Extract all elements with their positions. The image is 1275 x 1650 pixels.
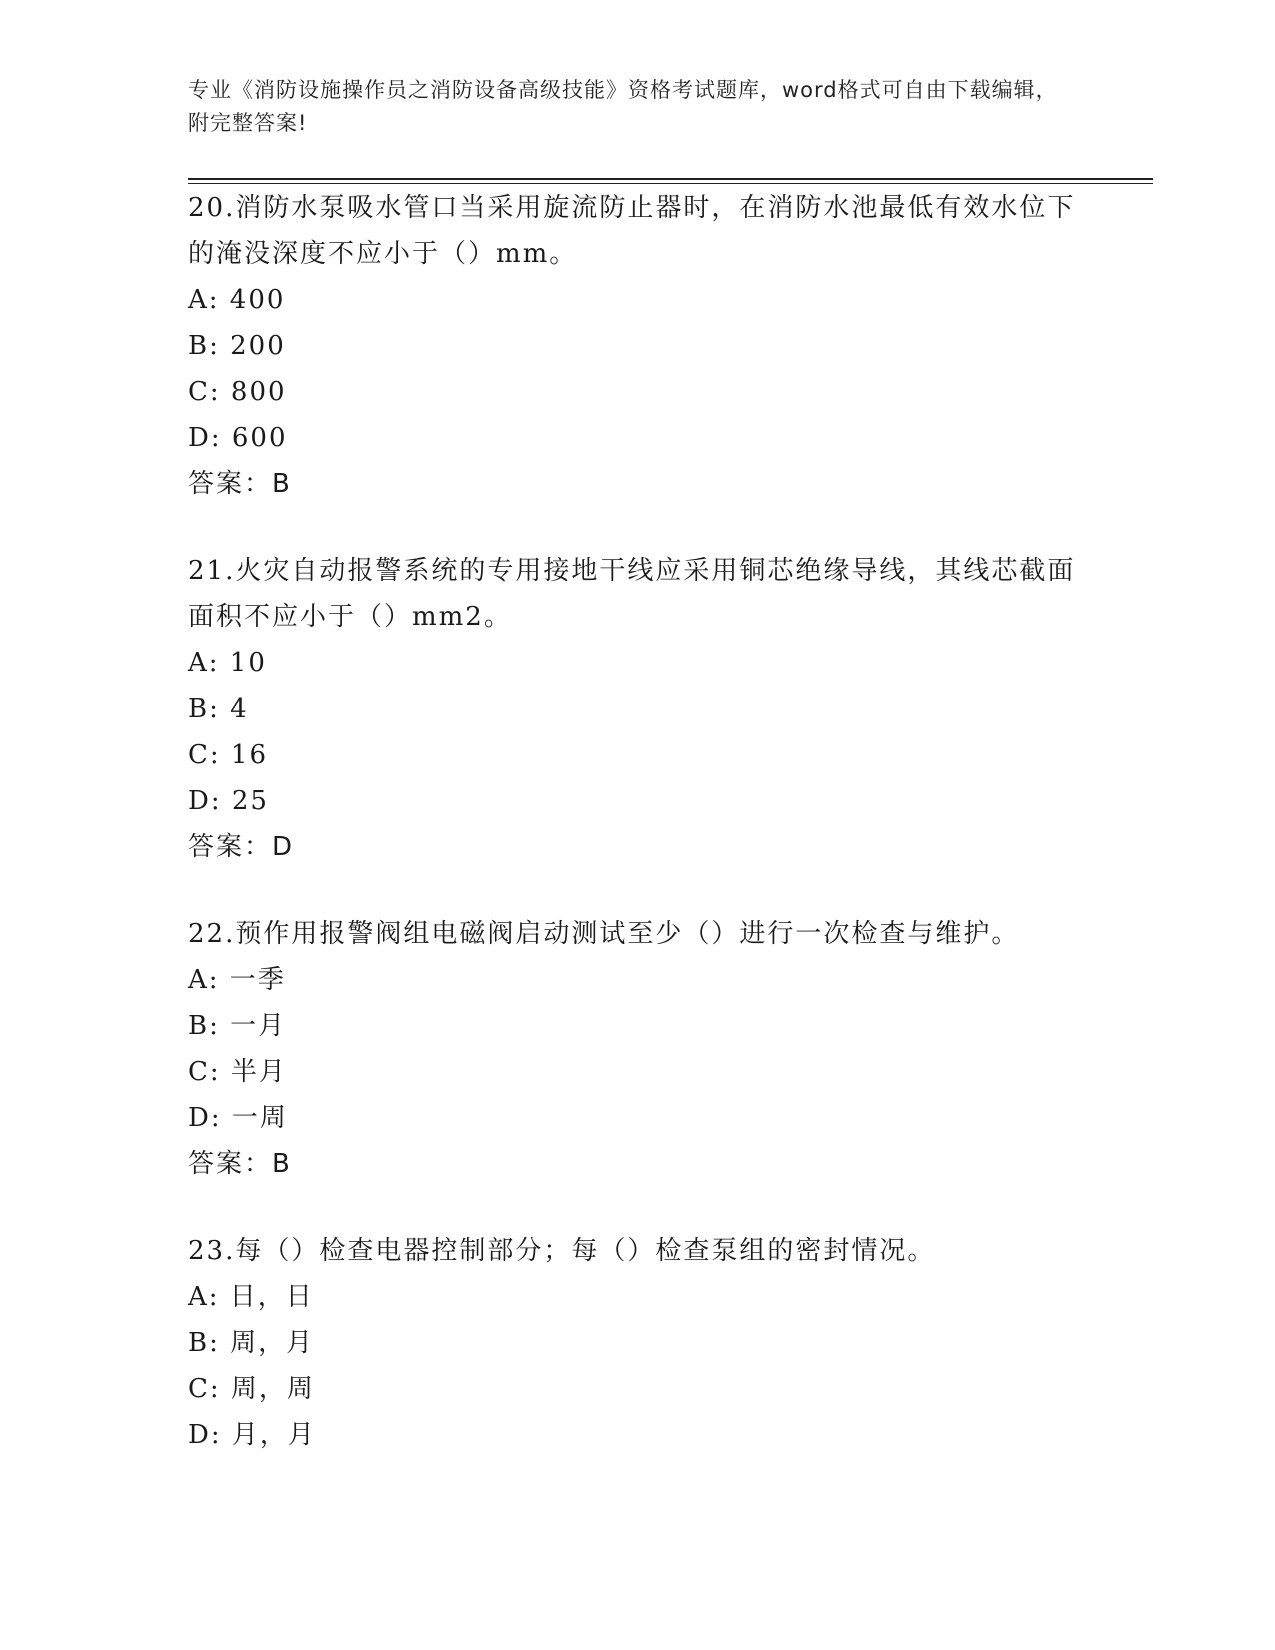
option-c: C: 800 [188,377,287,407]
option-b: B: 周，月 [188,1328,315,1358]
option-d: D: 600 [188,423,288,453]
option-b: B: 一月 [188,1011,287,1041]
option-a: A: 400 [188,285,286,315]
option-d: D: 一周 [188,1103,288,1133]
option-b: B: 200 [188,331,286,361]
option-a: A: 一季 [188,965,286,995]
question-21 [188,548,1078,870]
answer: 答案：B [188,1149,292,1179]
question-20 [188,185,1078,507]
document-header: 专业《消防设施操作员之消防设备高级技能》资格考试题库，word格式可自由下载编辑，附完整答案! [188,78,1058,135]
header-divider-thin [188,183,1153,184]
option-b: B: 4 [188,694,249,724]
option-d: D: 月，月 [188,1420,316,1450]
question-stem: 22.预作用报警阀组电磁阀启动测试至少（）进行一次检查与维护。 [188,919,1020,949]
option-c: C: 半月 [188,1057,287,1087]
question-stem: 20.消防水泵吸水管口当采用旋流防止器时，在消防水池最低有效水位下的淹没深度不应小于（）mm。 [188,193,1076,269]
option-d: D: 25 [188,786,269,816]
option-c: C: 16 [188,740,269,770]
header-divider-thick [188,178,1153,180]
option-a: A: 日，日 [188,1282,314,1312]
question-22 [188,911,1078,1187]
answer: 答案：B [188,469,292,499]
question-stem: 21.火灾自动报警系统的专用接地干线应采用铜芯绝缘导线，其线芯截面面积不应小于（）mm2。 [188,556,1076,632]
answer: 答案：D [188,832,295,862]
question-23 [188,1228,1078,1458]
option-c: C: 周，周 [188,1374,315,1404]
question-stem: 23.每（）检查电器控制部分；每（）检查泵组的密封情况。 [188,1236,936,1266]
option-a: A: 10 [188,648,267,678]
